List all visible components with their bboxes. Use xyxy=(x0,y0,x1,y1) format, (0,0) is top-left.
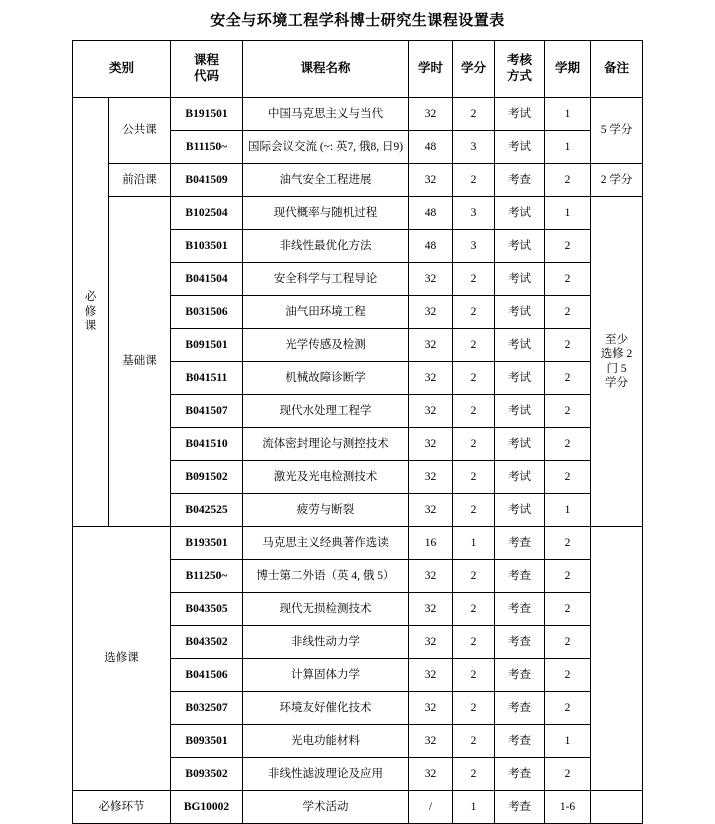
cell-credits: 3 xyxy=(453,230,495,263)
cell-course-name: 光电功能材料 xyxy=(243,725,409,758)
cell-course-code: B041510 xyxy=(171,428,243,461)
cell-course-name: 非线性滤波理论及应用 xyxy=(243,758,409,791)
cell-exam-method: 考查 xyxy=(495,659,545,692)
category-required-char: 课 xyxy=(84,320,97,333)
note-basic-line: 门 5 xyxy=(606,362,627,375)
cell-course-code: B091501 xyxy=(171,329,243,362)
cell-course-name: 中国马克思主义与当代 xyxy=(243,98,409,131)
cell-hours: 32 xyxy=(409,98,453,131)
cell-exam-method: 考查 xyxy=(495,725,545,758)
cell-hours: 32 xyxy=(409,428,453,461)
cell-course-name: 非线性动力学 xyxy=(243,626,409,659)
cell-term: 1 xyxy=(545,494,591,527)
header-course-code-line2: 代码 xyxy=(193,69,219,83)
cell-exam-method: 考查 xyxy=(495,758,545,791)
note-basic-line: 选修 2 xyxy=(600,348,633,361)
header-hours: 学时 xyxy=(409,41,453,98)
cell-credits: 2 xyxy=(453,494,495,527)
cell-term: 2 xyxy=(545,692,591,725)
cell-term: 2 xyxy=(545,362,591,395)
cell-exam-method: 考试 xyxy=(495,131,545,164)
cell-exam-method: 考查 xyxy=(495,791,545,824)
cell-credits: 2 xyxy=(453,263,495,296)
cell-hours: 32 xyxy=(409,725,453,758)
cell-credits: 2 xyxy=(453,164,495,197)
cell-course-name: 现代无损检测技术 xyxy=(243,593,409,626)
header-row xyxy=(72,41,642,98)
table-header xyxy=(72,41,642,98)
cell-course-name: 计算固体力学 xyxy=(243,659,409,692)
table-body xyxy=(72,98,642,824)
header-credits: 学分 xyxy=(453,41,495,98)
cell-course-name: 机械故障诊断学 xyxy=(243,362,409,395)
cell-course-code: B093502 xyxy=(171,758,243,791)
cell-exam-method: 考查 xyxy=(495,593,545,626)
cell-course-code: B11150~ xyxy=(171,131,243,164)
cell-exam-method: 考查 xyxy=(495,692,545,725)
cell-exam-method: 考查 xyxy=(495,527,545,560)
cell-credits: 2 xyxy=(453,560,495,593)
cell-course-code: B041509 xyxy=(171,164,243,197)
cell-term: 2 xyxy=(545,296,591,329)
cell-term: 1 xyxy=(545,131,591,164)
cell-term: 2 xyxy=(545,395,591,428)
cell-course-code: B042525 xyxy=(171,494,243,527)
cell-course-name: 安全科学与工程导论 xyxy=(243,263,409,296)
table-row xyxy=(72,98,642,131)
cell-course-name: 现代水处理工程学 xyxy=(243,395,409,428)
cell-term: 2 xyxy=(545,659,591,692)
cell-course-code: B043502 xyxy=(171,626,243,659)
category-required xyxy=(72,98,108,527)
note-basic-line: 至少 xyxy=(605,333,628,346)
cell-course-code: BG10002 xyxy=(171,791,243,824)
cell-hours: 32 xyxy=(409,494,453,527)
cell-term: 1 xyxy=(545,725,591,758)
cell-course-name: 非线性最优化方法 xyxy=(243,230,409,263)
cell-course-code: B091502 xyxy=(171,461,243,494)
header-exam-method-line2: 方式 xyxy=(506,69,532,83)
cell-exam-method: 考查 xyxy=(495,626,545,659)
cell-credits: 2 xyxy=(453,725,495,758)
cell-exam-method: 考试 xyxy=(495,197,545,230)
cell-course-code: B103501 xyxy=(171,230,243,263)
cell-credits: 2 xyxy=(453,329,495,362)
cell-course-code: B102504 xyxy=(171,197,243,230)
header-course-code xyxy=(171,41,243,98)
cell-term: 2 xyxy=(545,230,591,263)
cell-hours: 32 xyxy=(409,329,453,362)
cell-course-code: B041504 xyxy=(171,263,243,296)
cell-hours: / xyxy=(409,791,453,824)
table-row xyxy=(72,164,642,197)
cell-credits: 2 xyxy=(453,428,495,461)
cell-term: 1 xyxy=(545,197,591,230)
cell-course-code: B041511 xyxy=(171,362,243,395)
category-mandatory-activity: 必修环节 xyxy=(72,791,170,824)
course-table xyxy=(72,40,643,824)
cell-term: 2 xyxy=(545,560,591,593)
cell-hours: 48 xyxy=(409,230,453,263)
category-required-char: 修 xyxy=(84,305,97,318)
cell-term: 2 xyxy=(545,527,591,560)
cell-course-code: B031506 xyxy=(171,296,243,329)
table-row xyxy=(72,527,642,560)
cell-course-name: 环境友好催化技术 xyxy=(243,692,409,725)
cell-hours: 32 xyxy=(409,263,453,296)
subcategory-basic: 基础课 xyxy=(108,197,170,527)
cell-hours: 32 xyxy=(409,593,453,626)
cell-credits: 3 xyxy=(453,197,495,230)
category-required-char: 必 xyxy=(84,291,97,304)
cell-hours: 48 xyxy=(409,131,453,164)
cell-exam-method: 考试 xyxy=(495,98,545,131)
table-row xyxy=(72,791,642,824)
cell-term: 2 xyxy=(545,329,591,362)
page-title: 安全与环境工程学科博士研究生课程设置表 xyxy=(210,13,505,29)
cell-hours: 32 xyxy=(409,461,453,494)
cell-hours: 48 xyxy=(409,197,453,230)
cell-course-code: B032507 xyxy=(171,692,243,725)
cell-credits: 2 xyxy=(453,692,495,725)
cell-credits: 2 xyxy=(453,626,495,659)
cell-course-name: 激光及光电检测技术 xyxy=(243,461,409,494)
note-basic xyxy=(591,197,643,527)
cell-exam-method: 考试 xyxy=(495,230,545,263)
note-basic-line: 学分 xyxy=(605,376,628,389)
cell-exam-method: 考查 xyxy=(495,164,545,197)
cell-credits: 2 xyxy=(453,758,495,791)
subcategory-frontier: 前沿课 xyxy=(108,164,170,197)
cell-exam-method: 考试 xyxy=(495,329,545,362)
cell-course-name: 马克思主义经典著作选读 xyxy=(243,527,409,560)
cell-credits: 3 xyxy=(453,131,495,164)
cell-hours: 16 xyxy=(409,527,453,560)
cell-credits: 1 xyxy=(453,791,495,824)
cell-term: 2 xyxy=(545,461,591,494)
cell-term: 2 xyxy=(545,758,591,791)
cell-course-code: B041506 xyxy=(171,659,243,692)
cell-term: 2 xyxy=(545,593,591,626)
cell-course-code: B041507 xyxy=(171,395,243,428)
cell-credits: 1 xyxy=(453,527,495,560)
cell-course-code: B093501 xyxy=(171,725,243,758)
header-course-name: 课程名称 xyxy=(243,41,409,98)
cell-term: 2 xyxy=(545,626,591,659)
cell-hours: 32 xyxy=(409,362,453,395)
cell-exam-method: 考查 xyxy=(495,560,545,593)
cell-hours: 32 xyxy=(409,296,453,329)
cell-course-name: 现代概率与随机过程 xyxy=(243,197,409,230)
header-note: 备注 xyxy=(591,41,643,98)
cell-hours: 32 xyxy=(409,659,453,692)
note-public: 5 学分 xyxy=(591,98,643,164)
cell-course-code: B193501 xyxy=(171,527,243,560)
header-term: 学期 xyxy=(545,41,591,98)
cell-hours: 32 xyxy=(409,560,453,593)
cell-credits: 2 xyxy=(453,296,495,329)
cell-term: 2 xyxy=(545,164,591,197)
cell-course-name: 光学传感及检测 xyxy=(243,329,409,362)
header-course-code-line1: 课程 xyxy=(193,53,219,68)
cell-course-code: B11250~ xyxy=(171,560,243,593)
cell-exam-method: 考试 xyxy=(495,494,545,527)
cell-course-name: 学术活动 xyxy=(243,791,409,824)
cell-credits: 2 xyxy=(453,461,495,494)
header-exam-method xyxy=(495,41,545,98)
note-frontier: 2 学分 xyxy=(591,164,643,197)
cell-course-name: 流体密封理论与测控技术 xyxy=(243,428,409,461)
note-elective xyxy=(591,527,643,791)
cell-exam-method: 考试 xyxy=(495,461,545,494)
cell-course-name: 疲劳与断裂 xyxy=(243,494,409,527)
cell-credits: 2 xyxy=(453,659,495,692)
cell-course-name: 油气安全工程进展 xyxy=(243,164,409,197)
cell-exam-method: 考试 xyxy=(495,263,545,296)
cell-credits: 2 xyxy=(453,362,495,395)
cell-credits: 2 xyxy=(453,395,495,428)
cell-exam-method: 考试 xyxy=(495,428,545,461)
cell-exam-method: 考试 xyxy=(495,296,545,329)
cell-course-name: 油气田环境工程 xyxy=(243,296,409,329)
cell-hours: 32 xyxy=(409,164,453,197)
note-activity xyxy=(591,791,643,824)
category-elective: 选修课 xyxy=(72,527,170,791)
cell-credits: 2 xyxy=(453,593,495,626)
cell-hours: 32 xyxy=(409,758,453,791)
header-category: 类别 xyxy=(72,41,170,98)
cell-term: 2 xyxy=(545,428,591,461)
cell-hours: 32 xyxy=(409,395,453,428)
subcategory-public: 公共课 xyxy=(108,98,170,164)
cell-term: 1 xyxy=(545,98,591,131)
cell-term: 1-6 xyxy=(545,791,591,824)
header-exam-method-line1: 考核 xyxy=(506,53,532,68)
cell-hours: 32 xyxy=(409,692,453,725)
cell-hours: 32 xyxy=(409,626,453,659)
cell-course-name: 博士第二外语（英 4, 俄 5） xyxy=(243,560,409,593)
cell-term: 2 xyxy=(545,263,591,296)
cell-exam-method: 考试 xyxy=(495,362,545,395)
cell-exam-method: 考试 xyxy=(495,395,545,428)
cell-course-code: B043505 xyxy=(171,593,243,626)
table-row xyxy=(72,197,642,230)
cell-credits: 2 xyxy=(453,98,495,131)
cell-course-code: B191501 xyxy=(171,98,243,131)
cell-course-name: 国际会议交流 (~: 英7, 俄8, 日9) xyxy=(243,131,409,164)
